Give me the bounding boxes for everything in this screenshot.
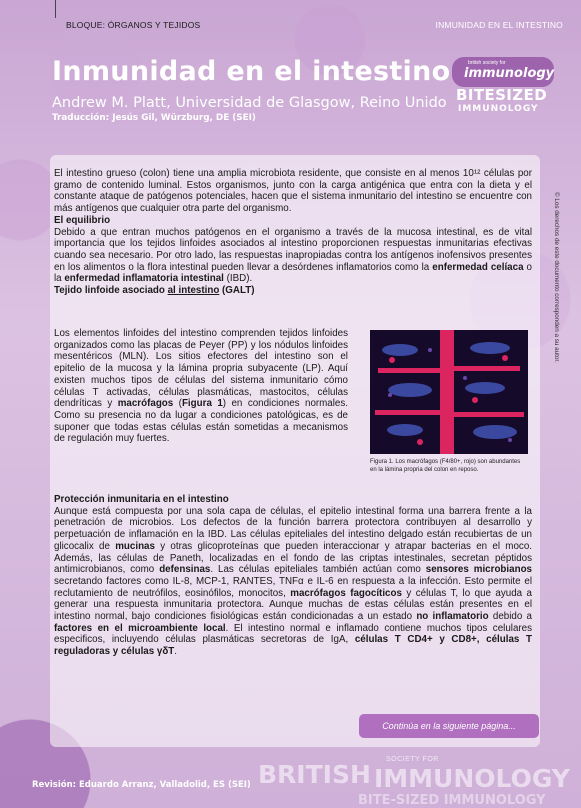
heading-galt: Tejido linfoide asociado al intestino (GALT) bbox=[54, 285, 255, 297]
top-divider-line bbox=[55, 0, 56, 18]
barrier-section bbox=[54, 494, 532, 658]
term-ibd: enfermedad inflamatoria intestinal bbox=[64, 273, 224, 285]
footer-bitesized-text: BITE-SIZED IMMUNOLOGY bbox=[358, 793, 546, 808]
intro-section bbox=[54, 168, 532, 297]
galt-paragraph: Los elementos linfoides del intestino comprenden tejidos linfoides organizados como las placas de Peyer (PP) y los nódulos linfoides mesentéricos (MLN). Los sitios efectores del intestino son el epitelio de la mucosa y la lámina propria subyacente (LP). Aquí existen muchos tipos de células del sistema inmunitario cómo células T activadas, células plasmáticas, mastocitos, células dendríticas y macrófagos (Figura 1) en condiciones normales. Como su presencia no da lugar a condiciones patológicas, es de suponer que todas estas células están sometidas a mecanismos de regulación muy fuertes. bbox=[54, 328, 349, 445]
section-label: INMUNIDAD EN EL INTESTINO bbox=[435, 20, 563, 30]
micrograph-figure bbox=[370, 330, 528, 454]
revision-credit: Revisión: Eduardo Arranz, Valladolid, ES (SEI) bbox=[32, 780, 251, 790]
heading-proteccion: Protección inmunitaria en el intestino bbox=[54, 494, 229, 505]
barrier-paragraph: Aunque está compuesta por una sola capa de células, el epitelio intestinal forma una barrera frente a la penetración de microbios. Los defectos de la función barrera protectora contribuyen al desarrollo y perpetuación de inflamación en la IBD. Las células epiteliales del intestino delgado están recubiertas de un glicocalix de mucinas y otras glicoproteínas que pueden interaccionar y atrapar bacterias en el moco. Además, las células de Paneth, localizadas en el fondo de las criptas intestinales, secretan péptidos antimicrobianos, como defensinas. Las células epiteliales también actúan como sensores microbianos secretando factores como IL-8, MCP-1, RANTES, TNFα e IL-6 en respuesta a la infección. Esto permite el reclutamiento de neutrófilos, eosinófilos, monocitos, macrófagos fagocíticos y células T, lo que ayuda a generar una respuesta inmunitaria protectora. Aunque muchas de estas células están presentes en el intestino normal, bajo condiciones fisiológicas están condicionadas a un estado no inflamatorio debido a factores en el microambiente local. El intestino normal e inflamado contiene muchos tipos celulares especificos, incluyendo células plasmáticas secretoras de IgA, células T CD4+ y CD8+, células T reguladoras y células γδT. bbox=[54, 505, 532, 658]
term-macrophages: macrófagos bbox=[117, 398, 174, 410]
page-title: Inmunidad en el intestino bbox=[52, 56, 451, 87]
bitesized-immunology-label: IMMUNOLOGY bbox=[458, 104, 539, 114]
bitesized-label: BITESIZED bbox=[456, 86, 548, 104]
figure-reference: Figura 1 bbox=[181, 398, 223, 410]
intro-paragraph: El intestino grueso (colon) tiene una amplia microbiota residente, que consiste en al menos 10¹² células por gramo de contenido luminal. Estos organismos, junto con la carga antigénica que entra con la dieta y el constante ataque de patógenos potenciales, hacen que el sistema inmunitario del intestino se encuentre con más antígenos que cualquier otra parte del organismo. bbox=[54, 168, 532, 215]
copyright-side-note: © Los derechos de este documento corresponden a su autor. bbox=[553, 192, 560, 363]
translation-credit: Traducción: Jesús Gil, Würzburg, DE (SEI) bbox=[52, 113, 256, 123]
logo-name: immunology bbox=[464, 66, 555, 81]
galt-section bbox=[54, 328, 348, 445]
term-celiac: enfermedad celíaca bbox=[432, 261, 524, 273]
bsi-logo bbox=[452, 57, 554, 87]
equilibrio-paragraph: Debido a que entran muchos patógenos en el organismo a través de la mucosa intestinal, es de vital importancia que los tejidos linfoides asociados al intestino proporcionen respuestas inmunitarias efectivas cuando sea necesario. Por otro lado, las respuestas inapropiadas contra los antígenos inofensivos presentes en los alimentos o la flora intestinal pueden llevar a desórdenes inflamatorios como la enfermedad celíaca o la enfermedad inflamatoria intestinal (IBD). bbox=[54, 226, 532, 285]
micrograph-image bbox=[370, 330, 528, 454]
footer-society-text: SOCIETY FOR bbox=[386, 756, 439, 763]
author-line: Andrew M. Platt, Universidad de Glasgow, Reino Unido bbox=[52, 95, 447, 111]
logo-small-text: british society for bbox=[468, 60, 506, 66]
block-label: BLOQUE: ÓRGANOS Y TEJIDOS bbox=[66, 20, 201, 30]
footer-immunology-text: IMMUNOLOGY bbox=[374, 764, 570, 793]
figure-caption: Figura 1. Los macrófagos (F4/80+, rojo) son abundantes en la lámina propria del colon en reposo. bbox=[370, 459, 521, 473]
continue-next-page-button[interactable]: Continúa en la siguiente página... bbox=[359, 714, 539, 738]
footer-logo bbox=[258, 756, 570, 808]
heading-equilibrio: El equilibrio bbox=[54, 214, 111, 226]
footer-british-text: BRITISH bbox=[258, 760, 371, 789]
